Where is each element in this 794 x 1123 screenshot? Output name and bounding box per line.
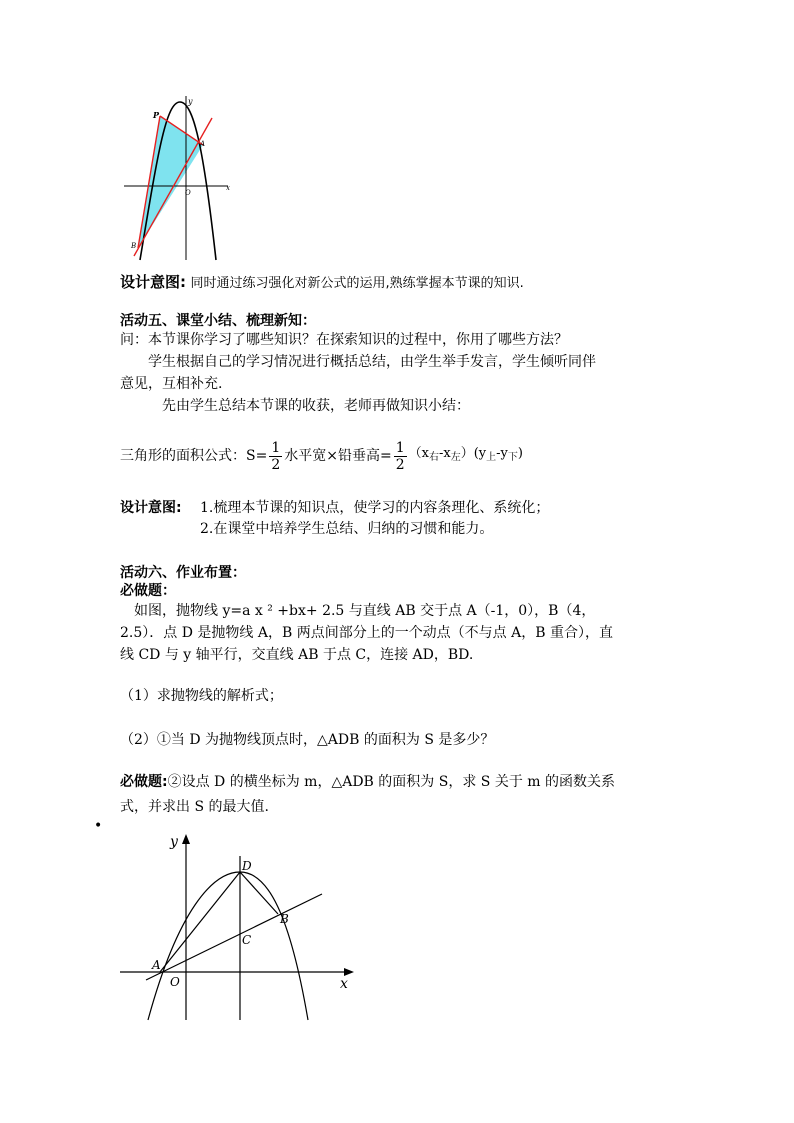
- formula-part: -x: [438, 446, 451, 461]
- parabola-curve: [148, 872, 308, 1020]
- problem-line-2: 2.5）．点 D 是抛物线 A，B 两点间部分上的一个动点（不与点 A，B 重合），直: [120, 625, 613, 641]
- y-axis-arrow: [182, 834, 190, 844]
- bullet: •: [94, 818, 103, 834]
- label-o: O: [170, 975, 180, 989]
- formula-mid: 水平宽×铅垂高=: [284, 448, 392, 464]
- label-d: D: [242, 859, 252, 873]
- label-y: y: [170, 834, 178, 850]
- design-intent-text: 同时通过练习强化对新公式的运用,熟练掌握本节课的知识.: [190, 276, 524, 291]
- fraction-denominator: 2: [395, 456, 405, 473]
- label-o: O: [185, 189, 191, 197]
- formula-part: ): [517, 446, 523, 461]
- formula-part: ）(y: [460, 446, 487, 461]
- x-axis-arrow: [344, 968, 354, 976]
- fraction-numerator: 1: [271, 439, 281, 456]
- fraction-numerator: 1: [395, 439, 405, 456]
- subscript-left: 左: [450, 452, 461, 463]
- subscript-right: 右: [428, 452, 439, 463]
- label-y: y: [188, 97, 193, 106]
- activity5-question: 问：本节课你学习了哪些知识？在探索知识的过程中，你用了哪些方法？: [120, 332, 568, 348]
- design-intent-label: 设计意图:: [120, 273, 186, 291]
- formula-part: -y: [496, 446, 508, 461]
- label-b: B: [280, 912, 289, 926]
- label-a: A: [200, 140, 206, 148]
- activity6-title: 活动六、作业布置：: [120, 565, 246, 581]
- must-do-label-1: 必做题：: [120, 583, 176, 599]
- figure-parabola-problem: [118, 830, 358, 1025]
- line-ab: [146, 894, 322, 980]
- question-1: （1）求抛物线的解析式；: [120, 688, 283, 704]
- design-intent-2-line2: 2.在课堂中培养学生总结、归纳的习惯和能力。: [200, 521, 494, 537]
- design-intent-2-line1: 1.梳理本节课的知识点，使学习的内容条理化、系统化；: [200, 500, 550, 516]
- design-intent-2-label: 设计意图:: [120, 500, 182, 516]
- line-ad: [160, 872, 240, 972]
- line-db: [240, 872, 278, 914]
- label-b: B: [131, 242, 137, 250]
- figure-parabola-triangle: [118, 92, 238, 262]
- label-a: A: [152, 958, 161, 972]
- fraction-denominator: 2: [271, 456, 281, 473]
- fraction-half-1: [269, 440, 282, 473]
- label-x: x: [340, 976, 348, 992]
- activity5-para1b: 意见，互相补充.: [120, 376, 223, 392]
- activity5-para2: 先由学生总结本节课的收获，老师再做知识小结：: [162, 398, 470, 414]
- question-3-text: ②设点 D 的横坐标为 m，△ADB 的面积为 S，求 S 关于 m 的函数关系: [167, 774, 616, 790]
- subscript-bottom: 下: [507, 452, 518, 463]
- fraction-half-2: [394, 440, 407, 473]
- question-2: （2）①当 D 为抛物线顶点时，△ADB 的面积为 S 是多少？: [120, 732, 495, 748]
- activity5-para1a: 学生根据自己的学习情况进行概括总结，由学生举手发言，学生倾听同伴: [148, 354, 596, 370]
- question-3-line2: 式，并求出 S 的最大值.: [120, 799, 269, 815]
- area-formula: [120, 436, 523, 476]
- label-c: C: [242, 933, 252, 947]
- subscript-top: 上: [486, 452, 497, 463]
- activity5-title: 活动五、课堂小结、梳理新知：: [120, 313, 316, 329]
- question-3-line1: [120, 772, 615, 792]
- label-p: P: [153, 110, 160, 120]
- shaded-triangle: [138, 116, 206, 248]
- label-x: x: [226, 184, 230, 192]
- problem-line-3: 线 CD 与 y 轴平行，交直线 AB 于点 C，连接 AD，BD.: [120, 647, 474, 663]
- problem-line-1: 如图，抛物线 y=a x ² +bx+ 2.5 与直线 AB 交于点 A（-1，0），B（4，: [134, 603, 596, 619]
- formula-part: （x: [408, 446, 429, 461]
- formula-prefix: 三角形的面积公式：S=: [120, 448, 268, 464]
- must-do-label-2: 必做题:: [120, 774, 168, 790]
- design-intent-1: [120, 272, 524, 294]
